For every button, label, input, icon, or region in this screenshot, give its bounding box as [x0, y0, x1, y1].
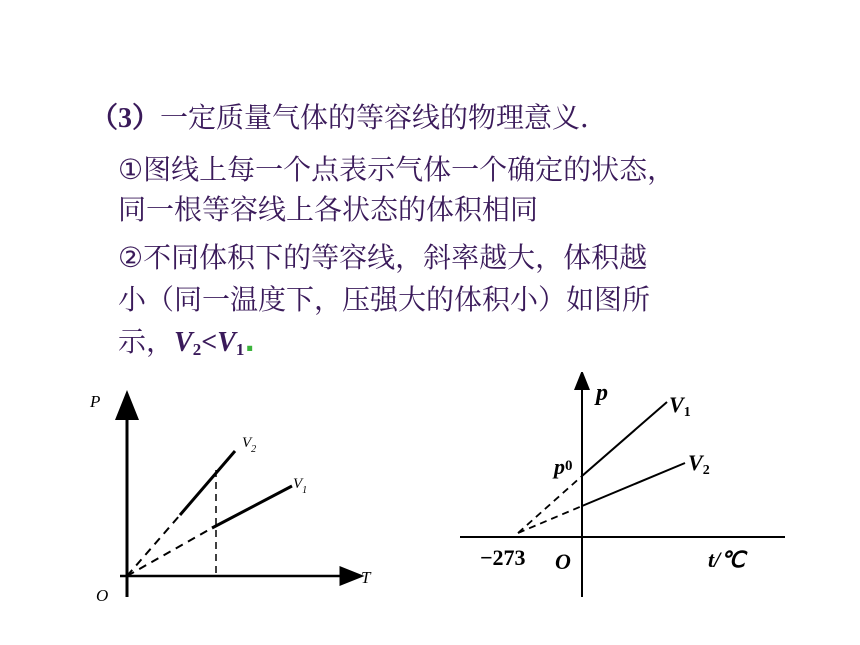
right-v2-dashed [518, 506, 582, 533]
less-than-sign: < [201, 327, 218, 358]
left-v2-solid [180, 451, 235, 515]
left-v2-letter: V [242, 435, 252, 451]
left-v1-dashed [127, 528, 212, 576]
right-p0-letter: p [554, 454, 565, 479]
left-v1-letter: V [293, 476, 303, 492]
left-v2-label [242, 435, 256, 455]
point-2-line-3 [118, 324, 255, 368]
right-v1-label [669, 392, 691, 420]
heading-text: 一定质量气体的等容线的物理意义． [160, 101, 609, 134]
right-neg-temp-label: −273 [480, 545, 526, 570]
right-v1-letter: V [669, 392, 684, 417]
right-v2-letter: V [688, 450, 703, 475]
right-v2-solid [582, 463, 685, 506]
point-1-line-2: 同一根等容线上各状态的体积相同 [118, 193, 539, 226]
left-v2-dashed [127, 515, 180, 576]
v2-subscript: 2 [192, 340, 202, 359]
v2-symbol: V [174, 327, 193, 358]
right-p0-label [552, 454, 573, 479]
shown-prefix: 示， [118, 325, 175, 358]
right-v2-label [688, 450, 710, 478]
left-v2-sub: 2 [251, 444, 257, 455]
right-v1-solid [582, 402, 667, 476]
heading-number: （3） [90, 103, 161, 134]
right-y-label: p [596, 380, 608, 406]
right-origin-label: O [555, 549, 571, 574]
point-2-line-2: 小（同一温度下，压强大的体积小）如图所 [118, 283, 651, 316]
v1-subscript: 1 [235, 340, 245, 359]
left-v1-label [293, 476, 307, 496]
v1-symbol: V [217, 327, 236, 358]
point-2-line-1: ②不同体积下的等容线，斜率越大，体积越 [118, 241, 648, 274]
right-isochore-graph [460, 372, 790, 602]
heading [90, 100, 608, 137]
right-x-label: t/℃ [708, 547, 745, 572]
right-v1-sub: 1 [683, 405, 691, 420]
right-v2-sub: 2 [702, 463, 710, 478]
point-1-line-1: ①图线上每一个点表示气体一个确定的状态， [118, 153, 676, 186]
left-origin-label: O [96, 586, 109, 605]
left-y-label: P [90, 392, 101, 411]
left-isochore-graph [80, 385, 390, 610]
right-v1-dashed [518, 476, 582, 533]
right-p0-sub: 0 [565, 458, 573, 474]
left-v1-solid [212, 486, 292, 528]
left-v1-sub: 1 [302, 485, 308, 496]
end-dot: . [244, 325, 255, 358]
left-x-label: T [361, 568, 371, 587]
